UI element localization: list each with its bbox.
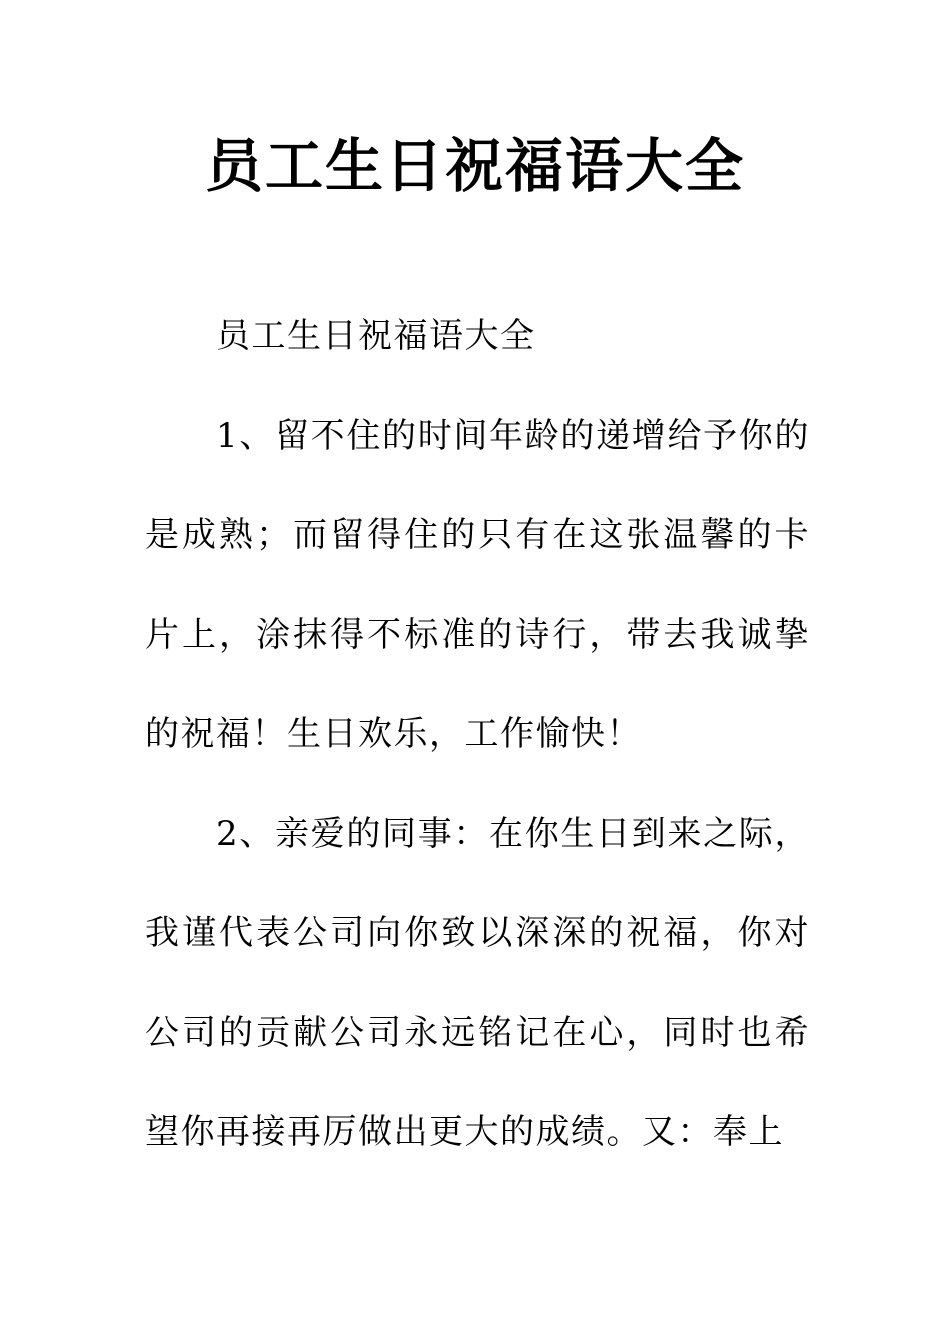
paragraph-2: 2、亲爱的同事：在你生日到来之际，我谨代表公司向你致以深深的祝福，你对公司的贡献公司永远铭记在心，同时也希望你再接再厉做出更大的成绩。又：奉上 [145, 813, 810, 1152]
paragraph-1: 1、留不住的时间年龄的递增给予你的是成熟；而留得住的只有在这张温馨的卡片上，涂抹得不标准的诗行，带去我诚挚的祝福！生日欢乐，工作愉快！ [145, 415, 810, 754]
paragraph-subtitle: 员工生日祝福语大全 [216, 316, 536, 356]
document-title: 员工生日祝福语大全 [204, 132, 745, 200]
document-body [145, 287, 810, 1183]
